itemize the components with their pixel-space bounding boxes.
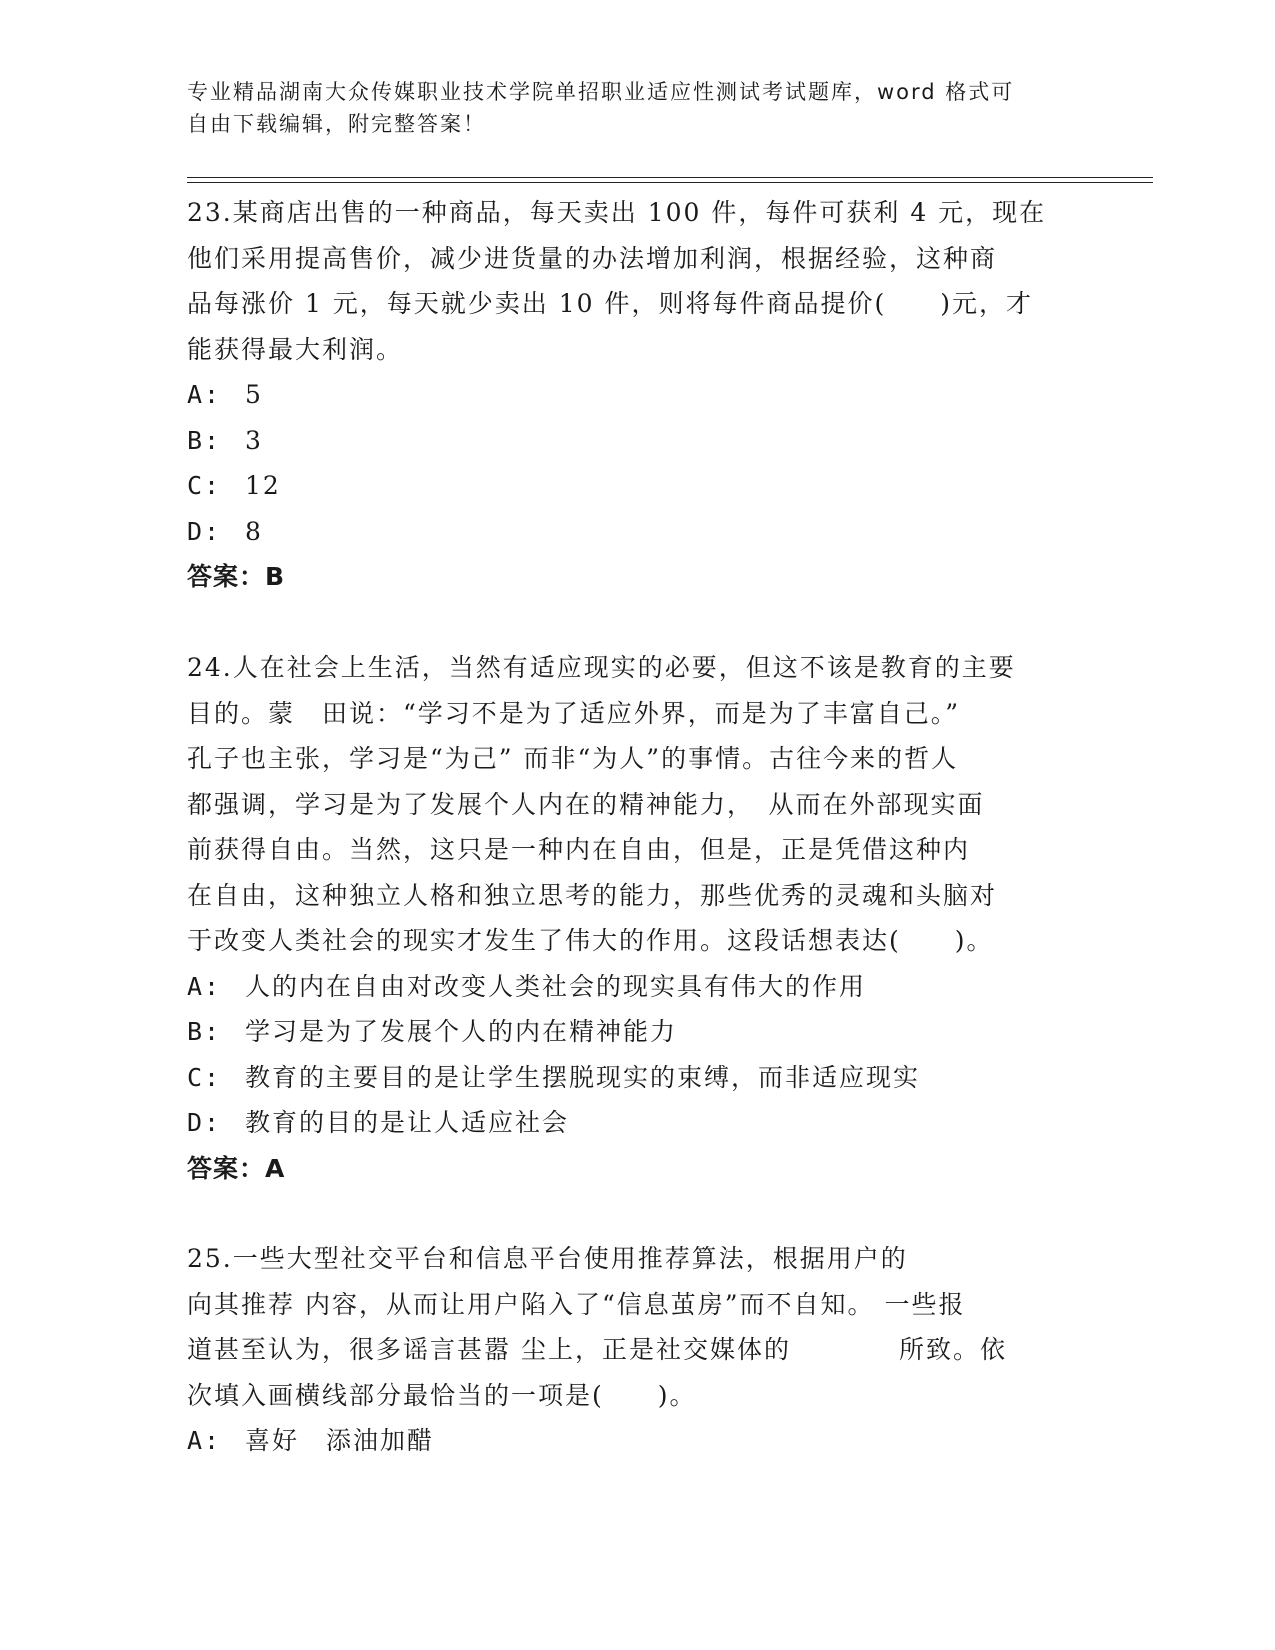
question-23-option-c — [187, 463, 1087, 509]
option-key: A: — [187, 1426, 222, 1455]
question-24-line-2: 目的。蒙 田说：“学习不是为了适应外界，而是为了丰富自己。” — [187, 698, 961, 728]
question-24-line-1: 24.人在社会上生活，当然有适应现实的必要，但这不该是教育的主要 — [187, 653, 1016, 682]
question-24-answer: 答案：A — [187, 1153, 286, 1183]
question-24-line-5: 前获得自由。当然，这只是一种内在自由，但是，正是凭借这种内 — [187, 835, 971, 864]
question-23-line-3: 品每涨价 1 元，每天就少卖出 10 件，则将每件商品提价( )元，才 — [187, 289, 1034, 318]
question-23-line-1: 23.某商店出售的一种商品，每天卖出 100 件，每件可获利 4 元，现在 — [187, 198, 1047, 227]
option-text: 教育的目的是让人适应社会 — [245, 1108, 570, 1137]
question-23-option-a — [187, 372, 1087, 418]
option-key: D: — [187, 1108, 222, 1137]
header-rule-top — [187, 177, 1153, 178]
option-text: 3 — [245, 425, 263, 455]
option-key: D: — [187, 516, 222, 546]
option-key: A: — [187, 971, 222, 1001]
question-23 — [187, 190, 1087, 600]
question-24-line-4: 都强调，学习是为了发展个人内在的精神能力， 从而在外部现实面 — [187, 789, 985, 819]
question-23-option-d — [187, 509, 1087, 555]
option-key: B: — [187, 425, 222, 455]
question-25-option-a — [187, 1418, 1087, 1464]
question-24-option-a — [187, 964, 1087, 1010]
question-24-line-7: 于改变人类社会的现实才发生了伟大的作用。这段话想表达( )。 — [187, 926, 994, 955]
option-key: C: — [187, 471, 222, 500]
option-text: 喜好 添油加醋 — [245, 1426, 435, 1455]
question-24 — [187, 645, 1087, 1191]
question-24-option-d — [187, 1100, 1087, 1146]
header-line-1: 专业精品湖南大众传媒职业技术学院单招职业适应性测试考试题库，word 格式可 — [187, 80, 1015, 104]
option-key: B: — [187, 1017, 222, 1046]
option-text: 学习是为了发展个人的内在精神能力 — [245, 1017, 678, 1046]
question-25-line-3: 道甚至认为，很多谣言甚嚣 尘上，正是社交媒体的 所致。依 — [187, 1335, 1007, 1364]
option-text: 教育的主要目的是让学生摆脱现实的束缚，而非适应现实 — [245, 1062, 921, 1092]
page-header — [187, 76, 1067, 140]
question-25-line-2: 向其推荐 内容，从而让用户陷入了“信息茧房”而不自知。 一些报 — [187, 1289, 966, 1319]
option-text: 12 — [245, 471, 281, 500]
option-text: 人的内在自由对改变人类社会的现实具有伟大的作用 — [245, 971, 867, 1001]
question-23-line-2: 他们采用提高售价，减少进货量的办法增加利润，根据经验，这种商 — [187, 243, 998, 273]
option-text: 8 — [245, 516, 263, 546]
header-line-2: 自由下载编辑，附完整答案！ — [187, 112, 486, 136]
option-text: 5 — [245, 380, 263, 409]
question-23-answer: 答案：B — [187, 562, 286, 591]
question-23-option-b — [187, 418, 1087, 464]
option-key: A: — [187, 380, 222, 409]
question-23-line-4: 能获得最大利润。 — [187, 334, 404, 364]
question-24-option-b — [187, 1009, 1087, 1055]
option-key: C: — [187, 1062, 222, 1092]
question-25-line-1: 25.一些大型社交平台和信息平台使用推荐算法，根据用户的 — [187, 1244, 908, 1273]
header-rule-bottom — [187, 182, 1153, 183]
question-25 — [187, 1236, 1087, 1464]
question-25-line-4: 次填入画横线部分最恰当的一项是( )。 — [187, 1380, 697, 1410]
question-24-option-c — [187, 1055, 1087, 1101]
question-24-line-3: 孔子也主张，学习是“为己” 而非“为人”的事情。古往今来的哲人 — [187, 744, 959, 773]
question-24-line-6: 在自由，这种独立人格和独立思考的能力，那些优秀的灵魂和头脑对 — [187, 880, 998, 910]
